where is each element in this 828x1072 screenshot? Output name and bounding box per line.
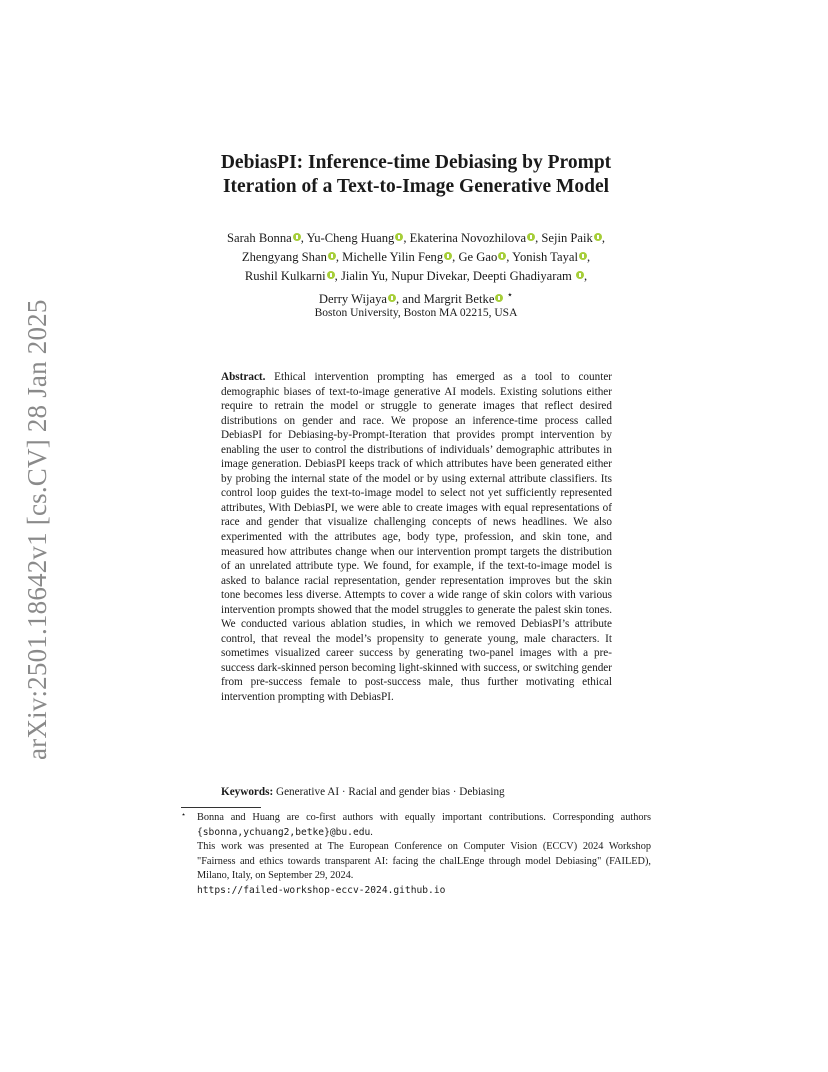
author-name: Derry Wijaya [318,292,387,307]
author-conjunction: and [402,292,421,307]
footnote-period: . [370,826,373,838]
orcid-icon[interactable] [576,271,584,279]
footnote-divider [181,807,261,808]
footnote-paragraph-2: This work was presented at The European Conference on Computer Vision (ECCV) 2024 Workshop "Fairness and ethics towards transparent AI: facing the chalLEnge through model Debiasing" (FAILED), Milano, Italy, on September 29, 2024. [197,841,651,882]
author-name: Margrit Betke [423,292,495,307]
orcid-icon[interactable] [328,252,336,260]
orcid-icon[interactable] [579,252,587,260]
footnote [181,811,651,899]
orcid-icon[interactable] [388,294,396,302]
author-name: Yonish Tayal [512,250,578,264]
paper-title [181,151,651,199]
workshop-link[interactable]: https://failed-workshop-eccv-2024.github.io [197,884,446,896]
orcid-icon[interactable] [395,233,403,241]
author-list: Sarah Bonna , Yu-Cheng Huang , Ekaterina Novozhilova , Sejin Paik , Zhengyang Shan , Michelle Yilin Feng , Ge Gao , Yonish Tayal , Rushil Kulkarni , Jialin Yu, Nupur Divekar, Deepti Ghadiyaram , Derry Wijaya , and Margrit Betke ⋆ [227,231,605,307]
footnote-emails[interactable]: {sbonna,ychuang2,betke}@bu.edu [197,826,371,838]
keywords-label: Keywords: [221,786,274,798]
title-line-2: Iteration of a Text-to-Image Generative Model [222,176,610,197]
orcid-icon[interactable] [594,233,602,241]
author-name: Ge Gao [458,250,498,264]
author-name: Michelle Yilin Feng [342,250,444,264]
keywords-text: Generative AI · Racial and gender bias · Debiasing [276,786,505,798]
footnote-mark: ⋆ [181,810,187,819]
orcid-icon[interactable] [498,252,506,260]
author-name: Deepti Ghadiyaram [472,269,572,283]
abstract [221,370,612,705]
author-name: Ekaterina Novozhilova [409,231,527,245]
orcid-icon[interactable] [495,294,503,302]
author-footnote-mark: ⋆ [506,290,514,301]
author-name: Sarah Bonna [227,231,292,245]
orcid-icon[interactable] [527,233,535,241]
footnote-text: Bonna and Huang are co-first authors with equally important contributions. Corresponding authors [197,812,651,823]
author-name: Sejin Paik [541,231,593,245]
arxiv-identifier: arXiv:2501.18642v1 [cs.CV] 28 Jan 2025 [22,299,52,760]
author-name: Nupur Divekar [391,269,467,283]
author-name: Zhengyang Shan [241,250,327,264]
author-name: Rushil Kulkarni [244,269,326,283]
author-name: Yu-Cheng Huang [306,231,395,245]
keywords [221,786,621,798]
orcid-icon[interactable] [444,252,452,260]
orcid-icon[interactable] [293,233,301,241]
abstract-text: Ethical intervention prompting has emerged as a tool to counter demographic biases of text-to-image generative AI models. Existing solutions either require to retrain the model or struggle to generate images that reflect desired distributions on gender and race. We propose an inference-time process called DebiasPI for Debiasing-by-Prompt-Iteration that provides prompt intervention by enabling the user to control the distributions of individuals’ demographic attributes in image generation. DebiasPI keeps track of which attributes have been generated either by probing the internal state of the model or by using external attribute classifiers. Its control loop guides the text-to-image model to select not yet sufficiently represented attributes, With DebiasPI, we were able to create images with equal representations of race and gender that visualize challenging concepts of news headlines. We also experimented with the attributes age, body type, profession, and skin tone, and measured how attributes change when our intervention prompt targets the distribution of an unrelated attribute type. We found, for example, if the text-to-image model is asked to balance racial representation, gender representation improves but the skin tone becomes less diverse. Attempts to cover a wide range of skin colors with various intervention prompts showed that the model struggles to generate the palest skin tones. We conducted various ablation studies, in which we removed DebiasPI’s attribute control, that reveal the model’s propensity to generate young, male characters. It sometimes visualized career success by generating two-panel images with a pre-success dark-skinned person becoming light-skinned with success, or switching gender from pre-success female to post-success male, thus further motivating ethical intervention prompting with DebiasPI. [221,371,613,704]
author-name: Jialin Yu [340,269,385,283]
orcid-icon[interactable] [327,271,335,279]
footnote-paragraph-1 [181,811,651,840]
abstract-label: Abstract. [221,371,266,383]
title-line-1: DebiasPI: Inference-time Debiasing by Prompt [220,152,612,173]
affiliation: Boston University, Boston MA 02215, USA [314,307,518,319]
